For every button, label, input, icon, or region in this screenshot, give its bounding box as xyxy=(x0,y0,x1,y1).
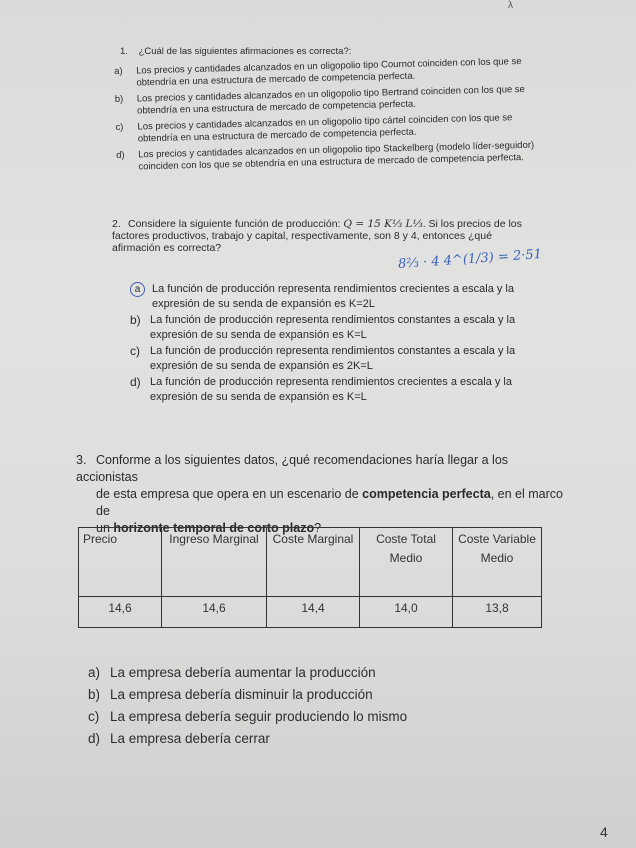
option-letter: a) xyxy=(114,65,123,77)
question-3-line-3b: ? xyxy=(314,521,322,535)
cell-coste-marginal: 14,4 xyxy=(267,597,360,628)
option-text: La función de producción representa rendimientos crecientes a escala y la expresión de su senda de expansión es K=L xyxy=(150,376,512,403)
option-letter: c) xyxy=(115,121,124,133)
question-1-options xyxy=(114,56,537,178)
question-2-text-before: Considere la siguiente función de producción: xyxy=(128,218,344,230)
production-function-formula: Q = 15 K⅓ L⅓ xyxy=(343,218,423,230)
header-precio: Precio xyxy=(79,528,162,597)
question-2-number: 2. xyxy=(112,218,121,230)
option-letter: d) xyxy=(88,731,101,746)
question-2-text-after: . Si los precios de los factores productivos, trabajo y capital, respectivamente, son 8 y 4, entonces ¿qué afirmación es correcta? xyxy=(112,218,522,254)
option-letter: c) xyxy=(88,709,100,724)
cell-coste-total-medio: 14,0 xyxy=(360,597,453,628)
option-text: La empresa debería cerrar xyxy=(110,731,270,746)
question-2-option-a xyxy=(130,282,550,312)
option-letter: b) xyxy=(114,93,124,105)
header-coste-marginal: Coste Marginal xyxy=(267,528,360,597)
option-text: La empresa debería disminuir la producción xyxy=(110,687,373,702)
cell-coste-variable-medio: 13,8 xyxy=(453,597,542,628)
question-1-title xyxy=(120,46,351,57)
option-letter: d) xyxy=(116,149,125,161)
question-3-options xyxy=(88,662,407,750)
handwritten-note: 8⅔ · 4 4^(1/3) = 2·51 xyxy=(397,246,543,273)
cell-ingreso-marginal: 14,6 xyxy=(162,597,267,628)
question-3-stem xyxy=(76,452,566,537)
question-1-number: 1. xyxy=(120,46,128,57)
question-2-options xyxy=(130,282,550,406)
cost-data-table xyxy=(78,527,542,628)
question-3-line-2b: , en el marco de xyxy=(96,487,563,518)
option-text: Los precios y cantidades alcanzados en un oligopolio tipo cártel coinciden con los que se obtendría en una estructura de mercado de competencia perfecta. xyxy=(137,112,513,145)
option-text: La empresa debería seguir produciendo lo mismo xyxy=(110,709,408,724)
option-text: Los precios y cantidades alcanzados en un oligopolio tipo Cournot coinciden con los que se obtendría en una estructura de mercado de competencia perfecta. xyxy=(135,56,522,89)
circled-answer-a: a xyxy=(130,282,145,297)
option-text: Los precios y cantidades alcanzados en un oligopolio tipo Bertrand coinciden con los que se obtendría en una estructura de mercado de competencia perfecta. xyxy=(136,83,526,117)
question-1-option-d xyxy=(116,140,536,174)
question-3-option-a xyxy=(88,662,407,684)
option-letter: b) xyxy=(130,313,141,327)
option-letter: c) xyxy=(130,344,140,358)
option-letter: b) xyxy=(88,687,101,702)
option-text: La función de producción representa rendimientos constantes a escala y la expresión de su senda de expansión es K=L xyxy=(150,314,516,341)
option-text: La función de producción representa rendimientos crecientes a escala y la expresión de su senda de expansión es K=2L xyxy=(152,283,514,310)
question-3-line-2a: de esta empresa que opera en un escenario de xyxy=(96,487,363,501)
question-3-bold-competencia: competencia perfecta xyxy=(362,487,491,501)
table-row xyxy=(79,597,542,628)
question-2-stem xyxy=(112,218,534,254)
option-text: Los precios y cantidades alcanzados en un oligopolio tipo Stackelberg (modelo líder-seguidor) coinciden con los que se obtendría en una estructura de mercado de competencia perfecta. xyxy=(138,139,535,173)
page-number: 4 xyxy=(600,824,608,840)
question-2-option-b xyxy=(130,313,550,343)
question-2-option-d xyxy=(130,375,550,405)
question-3-line-3a: un xyxy=(96,521,114,535)
question-3-option-d xyxy=(88,728,407,750)
question-3-number: 3. xyxy=(76,453,87,467)
question-2-option-c xyxy=(130,344,550,374)
header-ingreso-marginal: Ingreso Marginal xyxy=(162,528,267,597)
question-3-line-1: Conforme a los siguientes datos, ¿qué recomendaciones haría llegar a los accionistas xyxy=(76,453,509,484)
question-3-option-c xyxy=(88,706,407,728)
header-coste-total-medio: Coste Total Medio xyxy=(360,528,453,597)
option-text: La empresa debería aumentar la producción xyxy=(110,665,376,680)
option-letter: a) xyxy=(88,665,101,680)
cell-precio: 14,6 xyxy=(79,597,162,628)
question-3-bold-horizonte: horizonte temporal de corto plazo xyxy=(113,521,315,535)
corner-mark: λ xyxy=(508,0,513,11)
option-letter: d) xyxy=(130,375,141,389)
header-coste-variable-medio: Coste Variable Medio xyxy=(453,528,542,597)
option-text: La función de producción representa rendimientos constantes a escala y la expresión de su senda de expansión es 2K=L xyxy=(150,345,516,372)
question-1-text: ¿Cuál de las siguientes afirmaciones es correcta?: xyxy=(138,46,352,57)
table-header-row xyxy=(79,528,542,597)
question-3-option-b xyxy=(88,684,407,706)
